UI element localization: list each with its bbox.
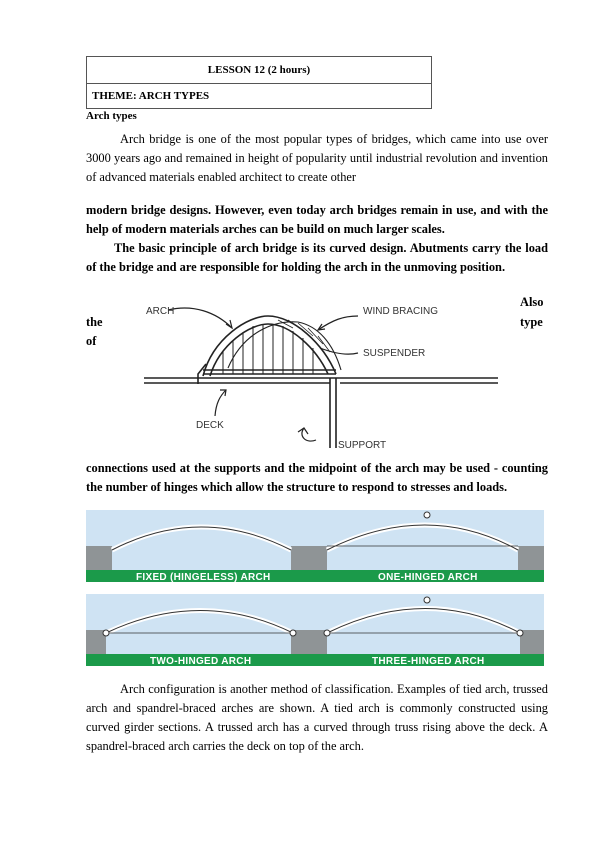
side-word-also: Also bbox=[520, 295, 544, 309]
section-title: Arch types bbox=[86, 110, 137, 122]
paragraph-2: modern bridge designs. However, even today arch bridges remain in use, and with the help of modern materials arches can be build on much larger scales. bbox=[86, 203, 548, 236]
hinge-icon bbox=[517, 630, 523, 636]
label-three-hinged-arch: THREE-HINGED ARCH bbox=[372, 656, 485, 667]
paragraph-1: Arch bridge is one of the most popular types of bridges, which came into use over 3000 years ago and remained in height of popularity until industrial revolution and invention of advanced materials enabled architect to create other bbox=[86, 132, 548, 184]
side-word-type: type bbox=[520, 315, 543, 329]
label-one-hinged-arch: ONE-HINGED ARCH bbox=[378, 572, 478, 583]
hinge-icon bbox=[290, 630, 296, 636]
hinge-types-diagram bbox=[86, 510, 544, 668]
label-arch: ARCH bbox=[146, 306, 175, 317]
paragraph-5: Arch configuration is another method of classification. Examples of tied arch, trussed arch and spandrel-braced arches are shown. A tied arch is commonly constructed using curved girder sections. A trussed arch has a curved through truss rising above the deck. A spandrel-braced arch carries the deck on top of the arch. bbox=[86, 682, 548, 753]
hinge-icon bbox=[103, 630, 109, 636]
lesson-title: LESSON 12 (2 hours) bbox=[87, 57, 431, 84]
label-two-hinged-arch: TWO-HINGED ARCH bbox=[150, 656, 252, 667]
label-support: SUPPORT bbox=[338, 440, 387, 451]
paragraph-4: connections used at the supports and the midpoint of the arch may be used - counting the number of hinges which allow the structure to respond to stresses and loads. bbox=[86, 461, 548, 494]
label-wind-bracing: WIND BRACING bbox=[363, 306, 438, 317]
label-fixed-arch: FIXED (HINGELESS) ARCH bbox=[136, 572, 271, 583]
side-word-of: of bbox=[86, 334, 97, 348]
theme-title: THEME: ARCH TYPES bbox=[92, 90, 210, 102]
hinge-icon bbox=[424, 512, 430, 518]
label-deck: DECK bbox=[196, 420, 224, 431]
paragraph-3: The basic principle of arch bridge is its curved design. Abutments carry the load of the bridge and are responsible for holding the arch in the unmoving position. bbox=[86, 241, 548, 274]
arch-bridge-diagram bbox=[108, 298, 508, 456]
hinge-icon bbox=[324, 630, 330, 636]
label-suspender: SUSPENDER bbox=[363, 348, 426, 359]
side-word-the: the bbox=[86, 315, 103, 329]
lesson-header-table bbox=[86, 56, 432, 109]
hinge-icon bbox=[424, 597, 430, 603]
